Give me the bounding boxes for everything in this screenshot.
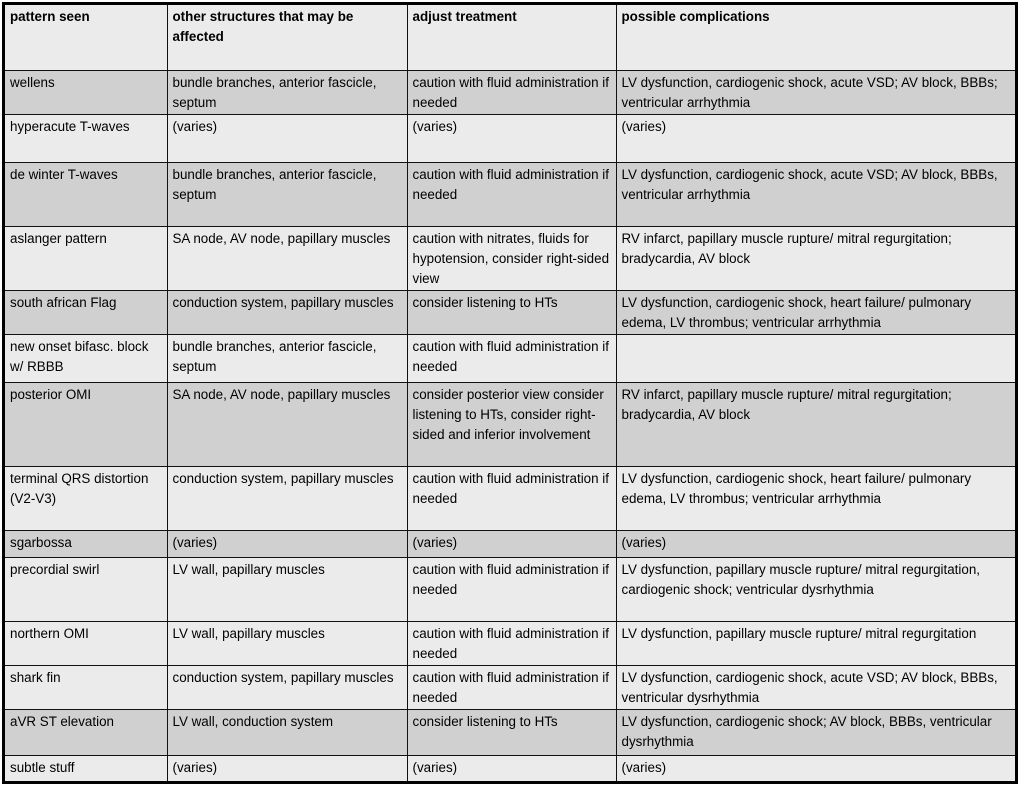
cell-treatment: (varies) [407, 755, 616, 781]
cell-complications: LV dysfunction, cardiogenic shock, heart failure/ pulmonary edema, LV thrombus; ventricular arrhythmia [616, 466, 1015, 530]
cell-treatment: consider posterior view consider listening to HTs, consider right-sided and inferior involvement [407, 382, 616, 466]
table-row [5, 709, 1015, 755]
cell-structures: LV wall, conduction system [167, 709, 407, 755]
cell-structures: bundle branches, anterior fascicle, septum [167, 162, 407, 226]
cell-pattern: aslanger pattern [5, 226, 167, 290]
cell-treatment: consider listening to HTs [407, 290, 616, 334]
cell-structures: LV wall, papillary muscles [167, 557, 407, 621]
cell-structures: SA node, AV node, papillary muscles [167, 382, 407, 466]
cell-treatment: caution with fluid administration if needed [407, 665, 616, 709]
cell-structures: conduction system, papillary muscles [167, 290, 407, 334]
header-treatment: adjust treatment [407, 5, 616, 70]
cell-structures: conduction system, papillary muscles [167, 466, 407, 530]
cell-complications: LV dysfunction, papillary muscle rupture/ mitral regurgitation [616, 621, 1015, 665]
header-structures: other structures that may be affected [167, 5, 407, 70]
cell-complications: (varies) [616, 114, 1015, 162]
cell-pattern: northern OMI [5, 621, 167, 665]
table-frame [2, 2, 1018, 784]
table-row [5, 162, 1015, 226]
cell-structures: (varies) [167, 755, 407, 781]
cell-pattern: wellens [5, 70, 167, 114]
cell-complications: LV dysfunction, cardiogenic shock, heart failure/ pulmonary edema, LV thrombus; ventricular arrhythmia [616, 290, 1015, 334]
cell-treatment: (varies) [407, 114, 616, 162]
cell-treatment: caution with fluid administration if needed [407, 162, 616, 226]
cell-pattern: posterior OMI [5, 382, 167, 466]
cell-pattern: aVR ST elevation [5, 709, 167, 755]
cell-pattern: south african Flag [5, 290, 167, 334]
table-row [5, 290, 1015, 334]
cell-pattern: subtle stuff [5, 755, 167, 781]
cell-complications: LV dysfunction, papillary muscle rupture/ mitral regurgitation, cardiogenic shock; ventricular dysrhythmia [616, 557, 1015, 621]
cell-structures: (varies) [167, 530, 407, 557]
cell-pattern: shark fin [5, 665, 167, 709]
table-row [5, 334, 1015, 382]
cell-structures: (varies) [167, 114, 407, 162]
table-row [5, 665, 1015, 709]
cell-treatment: caution with fluid administration if needed [407, 70, 616, 114]
cell-structures: LV wall, papillary muscles [167, 621, 407, 665]
header-row [5, 5, 1015, 70]
cell-structures: bundle branches, anterior fascicle, septum [167, 334, 407, 382]
cell-treatment: caution with fluid administration if needed [407, 334, 616, 382]
cell-complications: LV dysfunction, cardiogenic shock, acute VSD; AV block, BBBs; ventricular arrhythmia [616, 70, 1015, 114]
cell-pattern: de winter T-waves [5, 162, 167, 226]
header-pattern: pattern seen [5, 5, 167, 70]
cell-complications: (varies) [616, 530, 1015, 557]
cell-treatment: consider listening to HTs [407, 709, 616, 755]
cell-complications: LV dysfunction, cardiogenic shock, acute VSD; AV block, BBBs, ventricular arrhythmia [616, 162, 1015, 226]
header-complications: possible complications [616, 5, 1015, 70]
cell-treatment: caution with fluid administration if needed [407, 466, 616, 530]
table-row [5, 557, 1015, 621]
cell-pattern: new onset bifasc. block w/ RBBB [5, 334, 167, 382]
cell-complications: (varies) [616, 755, 1015, 781]
cell-pattern: precordial swirl [5, 557, 167, 621]
cell-complications: LV dysfunction, cardiogenic shock; AV block, BBBs, ventricular dysrhythmia [616, 709, 1015, 755]
cell-complications [616, 334, 1015, 382]
table-row [5, 530, 1015, 557]
table-row [5, 114, 1015, 162]
omi-pattern-table [5, 5, 1015, 781]
cell-complications: LV dysfunction, cardiogenic shock, acute VSD; AV block, BBBs, ventricular dysrhythmia [616, 665, 1015, 709]
table-row [5, 382, 1015, 466]
cell-complications: RV infarct, papillary muscle rupture/ mitral regurgitation; bradycardia, AV block [616, 382, 1015, 466]
cell-pattern: sgarbossa [5, 530, 167, 557]
table-row [5, 621, 1015, 665]
cell-pattern: terminal QRS distortion (V2-V3) [5, 466, 167, 530]
cell-structures: conduction system, papillary muscles [167, 665, 407, 709]
cell-treatment: (varies) [407, 530, 616, 557]
table-row [5, 466, 1015, 530]
cell-structures: bundle branches, anterior fascicle, septum [167, 70, 407, 114]
cell-complications: RV infarct, papillary muscle rupture/ mitral regurgitation; bradycardia, AV block [616, 226, 1015, 290]
cell-pattern: hyperacute T-waves [5, 114, 167, 162]
table-row [5, 755, 1015, 781]
cell-structures: SA node, AV node, papillary muscles [167, 226, 407, 290]
table-row [5, 70, 1015, 114]
cell-treatment: caution with nitrates, fluids for hypotension, consider right-sided view [407, 226, 616, 290]
cell-treatment: caution with fluid administration if needed [407, 557, 616, 621]
table-row [5, 226, 1015, 290]
cell-treatment: caution with fluid administration if needed [407, 621, 616, 665]
